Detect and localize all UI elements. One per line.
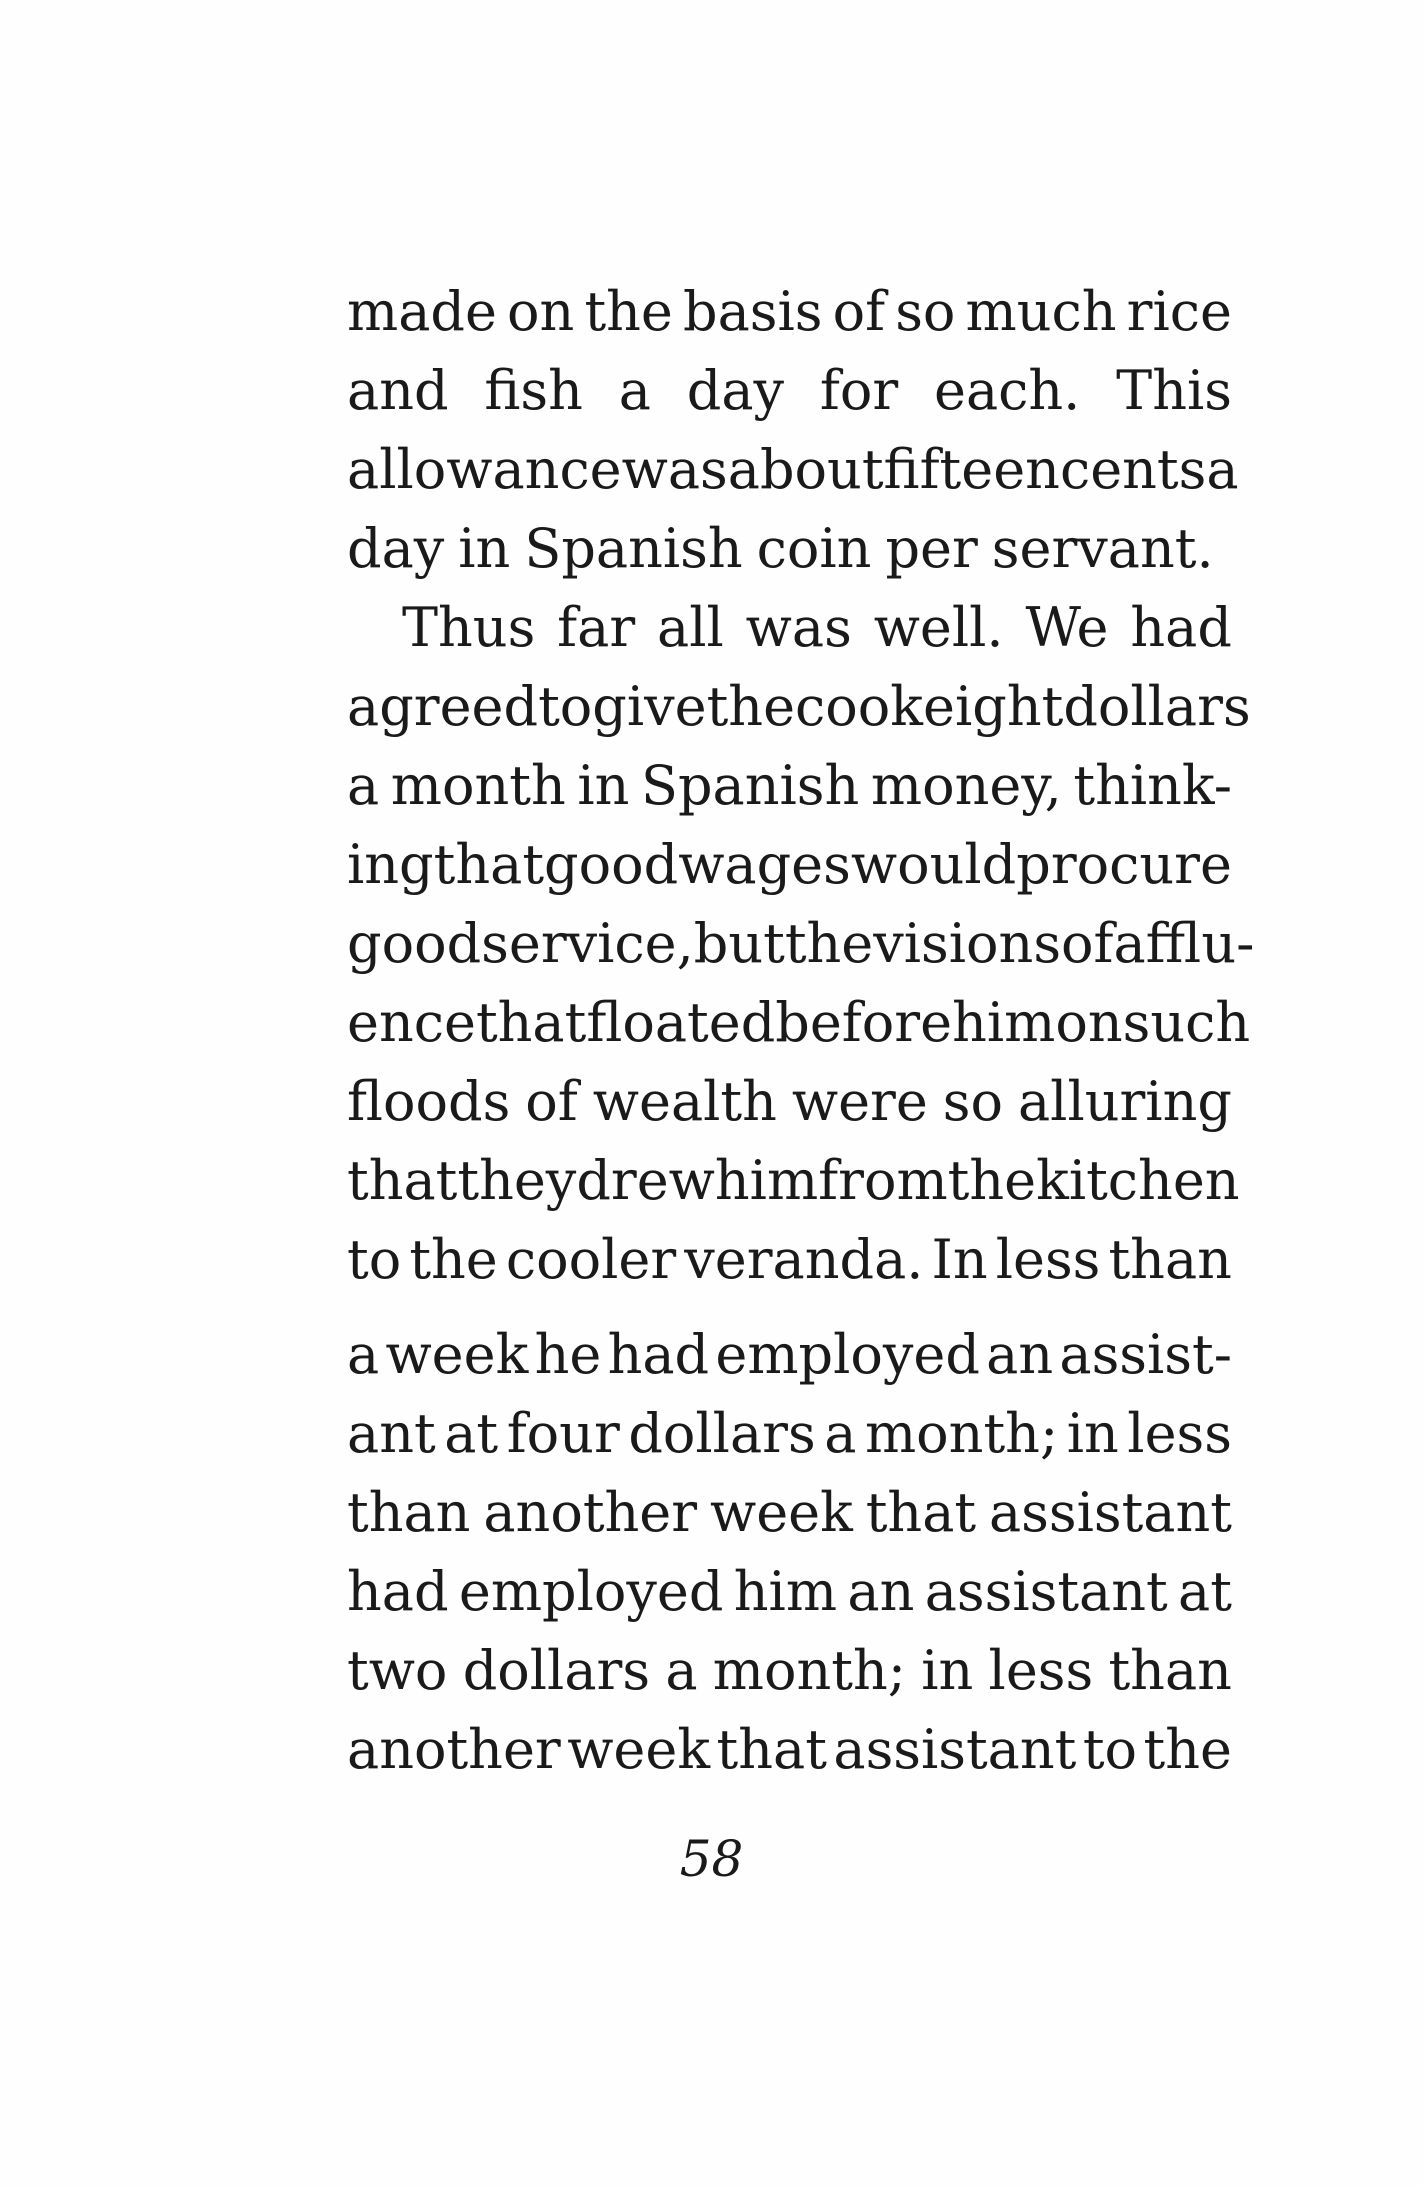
word: in <box>458 517 511 580</box>
word: floods <box>347 1070 511 1133</box>
word: week <box>385 1323 529 1386</box>
word: the <box>584 280 673 343</box>
word: money, <box>870 754 1062 817</box>
body-text <box>347 272 1255 1789</box>
word: ing <box>347 833 434 896</box>
word: all <box>657 596 724 659</box>
word: month <box>390 754 566 817</box>
word: service, <box>481 912 694 975</box>
text-line <box>347 588 1232 667</box>
word: far <box>557 596 636 659</box>
word: cents <box>1059 438 1207 501</box>
word: him <box>714 1149 819 1212</box>
word: In <box>931 1228 988 1291</box>
word: much <box>965 280 1117 343</box>
word: of <box>1061 912 1114 975</box>
word: was <box>745 596 852 659</box>
word: Thus <box>402 596 536 659</box>
word: month; <box>864 1402 1059 1465</box>
word: assist- <box>1059 1323 1232 1386</box>
word: in <box>921 1639 974 1702</box>
text-line <box>347 746 1232 825</box>
word: good <box>544 833 679 896</box>
word: another <box>483 1481 698 1544</box>
word: dollars <box>628 1402 816 1465</box>
text-line <box>347 825 1232 904</box>
word: less <box>995 1228 1101 1291</box>
text-line <box>347 1710 1232 1789</box>
word: a <box>347 1323 380 1386</box>
word: ant <box>347 1402 436 1465</box>
word: week <box>567 1718 711 1781</box>
word: four <box>506 1402 620 1465</box>
text-line <box>347 1062 1232 1141</box>
word: basis <box>683 280 823 343</box>
word: give <box>592 675 707 738</box>
word: This <box>1116 359 1232 422</box>
word: Spanish <box>524 517 743 580</box>
word: had <box>347 1560 449 1623</box>
word: he <box>534 1323 602 1386</box>
word: at <box>1178 1560 1232 1623</box>
word: of <box>832 280 886 343</box>
text-line <box>347 272 1232 351</box>
page-number: 58 <box>679 1830 744 1888</box>
text-line <box>347 1220 1232 1299</box>
word: that <box>433 833 545 896</box>
word: fish <box>484 359 583 422</box>
word: the <box>784 912 874 975</box>
text-line <box>347 509 1232 588</box>
word: another <box>347 1718 561 1781</box>
word: employed <box>715 1323 980 1386</box>
word: on <box>1055 991 1123 1054</box>
word: had <box>1130 596 1232 659</box>
word: of <box>525 1070 578 1133</box>
word: before <box>775 991 953 1054</box>
word: a <box>665 1639 698 1702</box>
word: We <box>1025 596 1109 659</box>
word: a <box>1206 438 1239 501</box>
word: think- <box>1073 754 1232 817</box>
word: afflu- <box>1113 912 1255 975</box>
word: assistant <box>988 1481 1232 1544</box>
word: that <box>865 1481 977 1544</box>
word: agreed <box>347 675 539 738</box>
word: month; <box>712 1639 906 1702</box>
word: would <box>850 833 1017 896</box>
word: alluring <box>1017 1070 1232 1133</box>
text-line <box>347 983 1251 1062</box>
text-line <box>347 1552 1232 1631</box>
word: week <box>709 1481 853 1544</box>
word: assistant <box>924 1560 1168 1623</box>
text-line <box>347 1631 1232 1710</box>
word: a <box>824 1402 857 1465</box>
word: the <box>947 1149 1037 1212</box>
word: assistant <box>833 1718 1077 1781</box>
word: allowance <box>347 438 622 501</box>
word: floated <box>586 991 776 1054</box>
text-line <box>347 667 1251 746</box>
word: on <box>507 280 575 343</box>
word: drew <box>576 1149 715 1212</box>
word: procure <box>1016 833 1232 896</box>
text-line <box>347 1315 1232 1394</box>
word: a <box>618 359 651 422</box>
text-line <box>347 1473 1232 1552</box>
text-line <box>347 1141 1240 1220</box>
word: the <box>706 675 796 738</box>
word: was <box>621 438 728 501</box>
word: from <box>818 1149 948 1212</box>
word: at <box>444 1402 499 1465</box>
word: an <box>847 1560 915 1623</box>
word: day <box>686 359 785 422</box>
text-line <box>347 351 1232 430</box>
word: the <box>409 1228 498 1291</box>
word: than <box>1108 1639 1232 1702</box>
word: day <box>347 517 445 580</box>
word: about <box>727 438 884 501</box>
word: wealth <box>592 1070 777 1133</box>
word: than <box>1108 1228 1232 1291</box>
word: in <box>1066 1402 1119 1465</box>
word: less <box>988 1639 1094 1702</box>
word: than <box>347 1481 471 1544</box>
word: a <box>347 754 380 817</box>
word: an <box>986 1323 1054 1386</box>
word: to <box>1082 1718 1138 1781</box>
word: cook <box>795 675 924 738</box>
word: rice <box>1126 280 1232 343</box>
word: two <box>347 1639 448 1702</box>
word: good <box>347 912 482 975</box>
word: so <box>895 280 956 343</box>
word: to <box>538 675 593 738</box>
word: for <box>819 359 899 422</box>
word: but <box>693 912 785 975</box>
word: that <box>347 1149 458 1212</box>
word: servant. <box>991 517 1214 580</box>
word: ence <box>347 991 476 1054</box>
word: dollars <box>1063 675 1251 738</box>
word: fifteen <box>883 438 1060 501</box>
word: each. <box>934 359 1081 422</box>
word: dollars <box>462 1639 651 1702</box>
word: veranda. <box>684 1228 924 1291</box>
word: so <box>942 1070 1004 1133</box>
word: such <box>1122 991 1251 1054</box>
word: in <box>577 754 630 817</box>
word: less <box>1127 1402 1232 1465</box>
word: eight <box>923 675 1064 738</box>
text-line <box>347 1394 1232 1473</box>
text-line <box>347 904 1255 983</box>
word: wages <box>678 833 851 896</box>
word: the <box>1143 1718 1232 1781</box>
word: Spanish <box>640 754 860 817</box>
line-gap <box>347 1299 1232 1315</box>
word: they <box>457 1149 577 1212</box>
word: visions <box>873 912 1062 975</box>
word: to <box>347 1228 402 1291</box>
word: him <box>733 1560 838 1623</box>
word: that <box>475 991 587 1054</box>
word: per <box>885 517 978 580</box>
word: and <box>347 359 449 422</box>
word: employed <box>458 1560 724 1623</box>
word: him <box>952 991 1056 1054</box>
word: coin <box>756 517 872 580</box>
word: well. <box>873 596 1004 659</box>
word: cooler <box>505 1228 677 1291</box>
word: made <box>347 280 497 343</box>
word: had <box>607 1323 710 1386</box>
word: kitchen <box>1036 1149 1240 1212</box>
word: that <box>716 1718 827 1781</box>
word: were <box>791 1070 928 1133</box>
text-line <box>347 430 1239 509</box>
